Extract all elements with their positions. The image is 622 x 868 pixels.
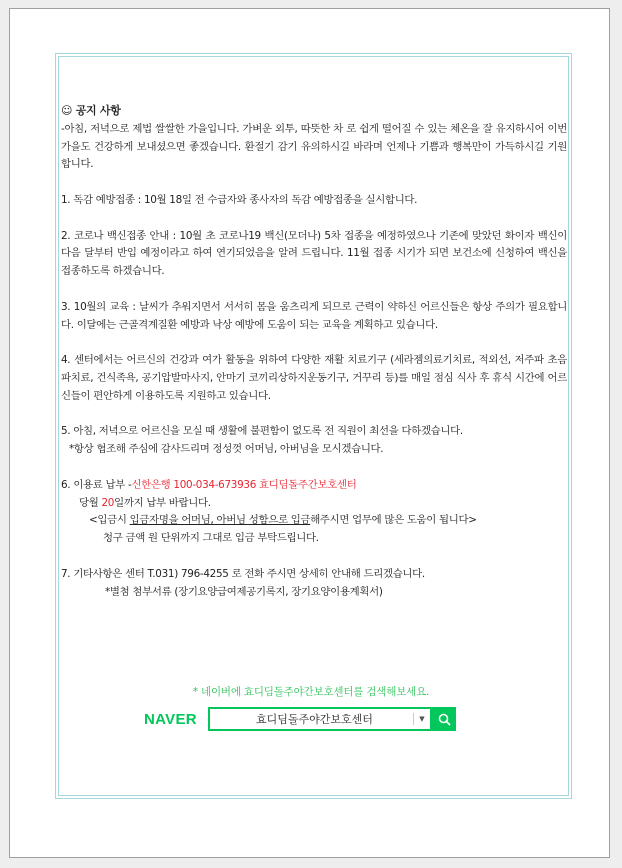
notice-item-2: 2. 코로나 백신접종 안내 : 10월 초 코로나19 백신(모더나) 5차 접종을 예정하였으나 기존에 맞았던 화이자 백신이 다음 달부터 반입 예정이라고 하여 연기되었음을 알려 드립니다. 11월 접종 시기가 되면 보건소에 신청하여 백신을 접종하도록 하겠습니다. — [61, 229, 567, 278]
payment-due-text-a: 당월 — [79, 496, 102, 509]
payment-note-underlined: 입금자명을 어머님, 아버님 성함으로 입금 — [129, 514, 311, 527]
search-query[interactable]: 효디딤돌주야간보호센터 — [256, 713, 373, 726]
payment-note-b: 해주시면 업무에 많은 도움이 됩니다> — [310, 514, 477, 527]
payment-due-day: 20 — [101, 496, 115, 509]
payment-label: 6. 이용료 납부 - — [61, 478, 132, 491]
notice-item-5-note: *항상 협조해 주심에 감사드리며 정성껏 어머님, 아버님을 모시겠습니다. — [69, 443, 384, 456]
bank-account: 신한은행 100-034-673936 효디딤돌주간보호센터 — [131, 478, 357, 491]
notice-item-4: 4. 센터에서는 어르신의 건강과 여가 활동을 위하여 다양한 재활 치료기구 (세라젬의료기치료, 적외선, 저주파 초음파치료, 건식족욕, 공기압발마사지, 안마기 코끼리상하지운동기구, 거꾸리 등)를 매일 점심 식사 후 휴식 시간에 어르신들이 편안하게 이용하도록 지원하고 있습니다. — [61, 354, 567, 402]
payment-note-a: <입금시 — [89, 514, 130, 527]
naver-search-bar — [144, 707, 456, 731]
payment-note-2: 청구 금액 원 단위까지 그대로 입금 부탁드립니다. — [103, 532, 319, 545]
search-icon — [438, 713, 451, 726]
notice-item-5: 5. 아침, 저녁으로 어르신을 모실 때 생활에 불편함이 없도록 전 직원이 최선을 다하겠습니다. — [61, 425, 463, 438]
notice-item-6 — [61, 477, 567, 495]
payment-due — [61, 495, 567, 513]
notice-intro: -아침, 저녁으로 제법 쌀쌀한 가을입니다. 가벼운 외투, 따뜻한 차 로 쉽게 떨어질 수 있는 체온을 잘 유지하시어 이번 가을도 건강하게 보내셨으면 좋겠습니다. 환절기 감기 유의하시길 바라며 언제나 기쁨과 행복만이 가득하시길 기원합니다. — [61, 122, 567, 171]
notice-title: ☺ 공지 사항 — [61, 104, 121, 117]
payment-due-text-b: 일까지 납부 바랍니다. — [114, 496, 211, 509]
naver-search-hint: * 네이버에 효디딤돌주야간보호센터를 검색해보세요. — [192, 686, 430, 698]
notice-item-7: 7. 기타사항은 센터 T.031) 796-4255 로 전화 주시면 상세히 안내해 드리겠습니다. — [61, 567, 425, 580]
chevron-down-icon[interactable]: ▼ — [413, 713, 430, 725]
notice-content — [61, 102, 567, 601]
search-button[interactable] — [432, 707, 456, 731]
payment-note — [61, 512, 567, 530]
naver-logo[interactable]: NAVER — [144, 710, 197, 728]
search-field[interactable] — [208, 707, 432, 731]
attachment-note: *별첨 첨부서류 (장기요양급여제공기록지, 장기요양이용계획서) — [105, 585, 383, 598]
notice-item-3: 3. 10월의 교육 : 날씨가 추워지면서 서서히 몸을 움츠리게 되므로 근력이 약하신 어르신들은 항상 주의가 필요합니다. 이달에는 근골격계질환 예방과 낙상 예방에 도움이 되는 교육을 계획하고 있습니다. — [61, 300, 567, 331]
notice-item-1: 1. 독감 예방접종 : 10월 18일 전 수급자와 종사자의 독감 예방접종을 실시합니다. — [61, 193, 418, 206]
